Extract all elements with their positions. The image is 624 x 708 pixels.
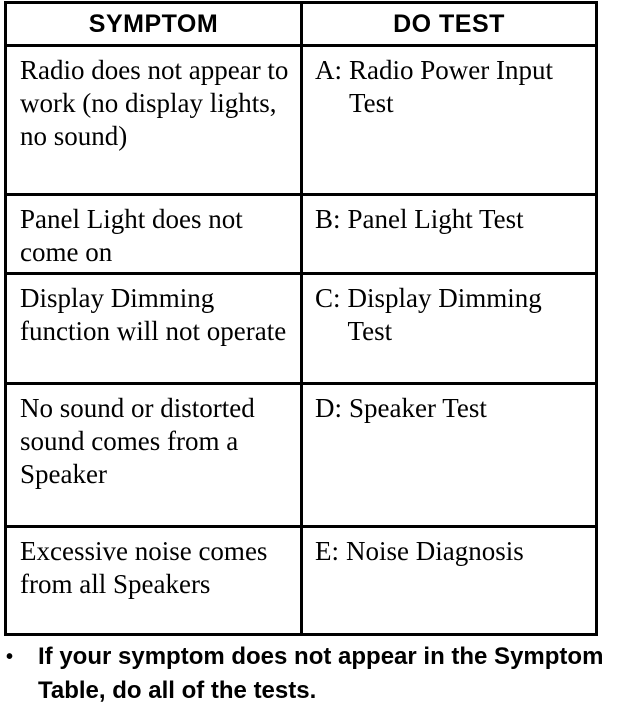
test-cell [302,195,597,274]
symptom-cell [6,195,302,274]
test-letter: C: [315,283,341,313]
test-cell [302,274,597,384]
table-header-row [6,3,597,46]
table-row [6,274,597,384]
symptom-text: Excessive noise comes from all Speakers [20,536,268,599]
footnote [6,640,606,708]
test-name: Speaker Test [349,393,487,423]
symptom-cell [6,527,302,635]
test-cell [302,527,597,635]
symptom-cell [6,46,302,195]
table-row [6,195,597,274]
test-name: Panel Light Test [347,204,524,234]
symptom-table [4,1,598,636]
test-letter: B: [315,204,341,234]
header-do-test: DO TEST [302,3,597,46]
table-row [6,527,597,635]
symptom-text: No sound or distorted sound comes from a Speaker [20,393,255,489]
test-name: Radio Power Input Test [349,55,553,118]
symptom-text: Display Dimming function will not operate [20,283,287,346]
symptom-text: Panel Light does not come on [20,204,243,267]
symptom-cell [6,274,302,384]
test-name: Noise Diagnosis [346,536,524,566]
bullet-icon: • [6,646,14,668]
test-letter: A: [315,55,342,85]
table-row [6,384,597,527]
header-symptom: SYMPTOM [6,3,302,46]
test-letter: D: [315,393,342,423]
test-cell [302,46,597,195]
footnote-text: If your symptom does not appear in the Symptom Table, do all of the tests. [38,643,604,704]
test-name: Display Dimming Test [347,283,542,346]
table-row [6,46,597,195]
test-letter: E: [315,536,339,566]
symptom-cell [6,384,302,527]
symptom-text: Radio does not appear to work (no display lights, no sound) [20,55,289,151]
test-cell [302,384,597,527]
